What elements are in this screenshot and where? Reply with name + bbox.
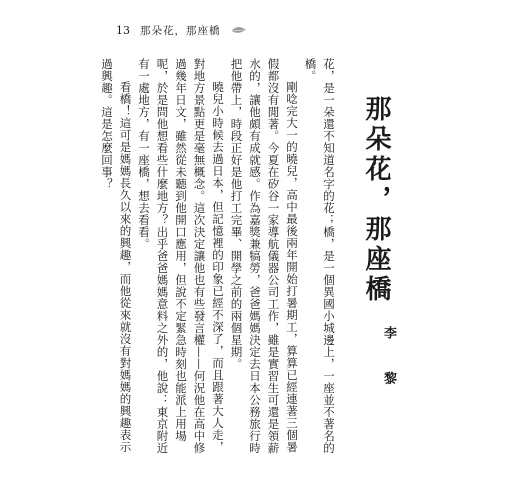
page-header [116,22,247,38]
page-number: 13 [116,23,130,37]
article-title: 那朵花，那座橋 [361,95,391,305]
running-title: 那朵花，那座橋 [140,24,221,37]
article-body [100,58,338,458]
author-name: 李 黎 [381,326,396,399]
body-paragraph: 花，是一朵還不知道名字的花；橋，是一個異國小城邊上，一座並不著名的橋。 [303,58,336,454]
body-paragraph: 看橋！這可是媽媽長久以來的興趣，而他從來就沒有對媽媽的興趣表示過興趣。這是怎麼回事？ [100,58,133,453]
leaf-ornament-icon [231,25,247,35]
body-paragraph: 曉兒小時候去過日本，但記憶裡的印象已經不深了，而且跟著大人走，對地方景點更是毫無概念。這次決定讓他也有些發言權——何況他在高中修過幾年日文，雖然從未聽到他開口應用，但說不定緊急時刻也能派上用場呢，於是問他想看些什麼地方？出乎爸爸媽媽意料之外的，他說：東京附近有一處地方，有一座橋，想去看看。 [137,58,225,454]
body-paragraph: 剛唸完大一的曉兒，高中最後兩年開始打暑期工，算算已經連著三個暑假都沒有閒著。今夏在矽谷一家導航儀器公司工作，雖是實習生可還是領薪水的，讓他頗有成就感。作為嘉獎兼犒勞，爸爸媽媽決定去日本公務旅行時把他帶上，時段正好是他打工完畢、開學之前的兩個星期。 [229,58,299,454]
